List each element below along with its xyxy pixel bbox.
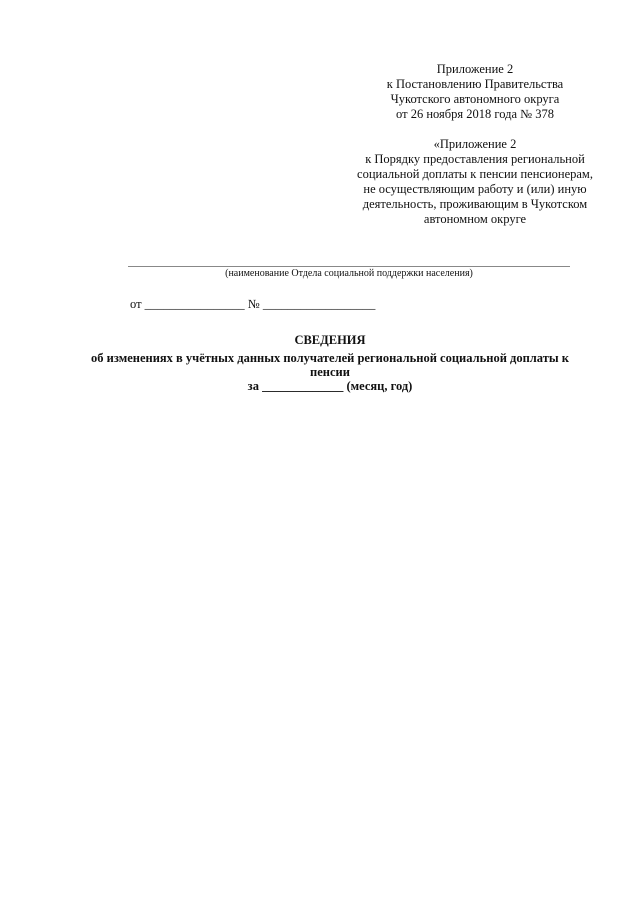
title-subtitle-line2: пенсии xyxy=(310,365,350,379)
quote-line: деятельность, проживающим в Чукотском xyxy=(362,197,588,211)
quote-line: не осуществляющим работу и (или) иную xyxy=(363,182,587,196)
quote-line: к Порядку предоставления региональной xyxy=(365,152,585,166)
appendix-header xyxy=(330,62,620,122)
title-period: за _____________ (месяц, год) xyxy=(247,379,413,393)
appendix-ref-resolution: к Постановлению Правительства xyxy=(386,77,564,91)
quote-line: «Приложение 2 xyxy=(433,137,517,151)
date-number-line: от ________________ № __________________ xyxy=(130,297,376,311)
appendix-number: Приложение 2 xyxy=(436,62,514,76)
document-title xyxy=(70,333,590,393)
quote-line: автономном округе xyxy=(423,212,527,226)
appendix-quote xyxy=(330,137,620,227)
org-name-caption: (наименование Отдела социальной поддержки населения) xyxy=(225,268,473,279)
appendix-ref-region: Чукотского автономного округа xyxy=(390,92,560,106)
appendix-ref-date: от 26 ноября 2018 года № 378 xyxy=(396,107,554,121)
quote-line: социальной доплаты к пенсии пенсионерам, xyxy=(357,167,593,181)
title-heading: СВЕДЕНИЯ xyxy=(294,333,366,347)
title-subtitle-line1: об изменениях в учётных данных получателей региональной социальной доплаты к xyxy=(91,351,569,365)
org-name-line xyxy=(128,266,570,267)
